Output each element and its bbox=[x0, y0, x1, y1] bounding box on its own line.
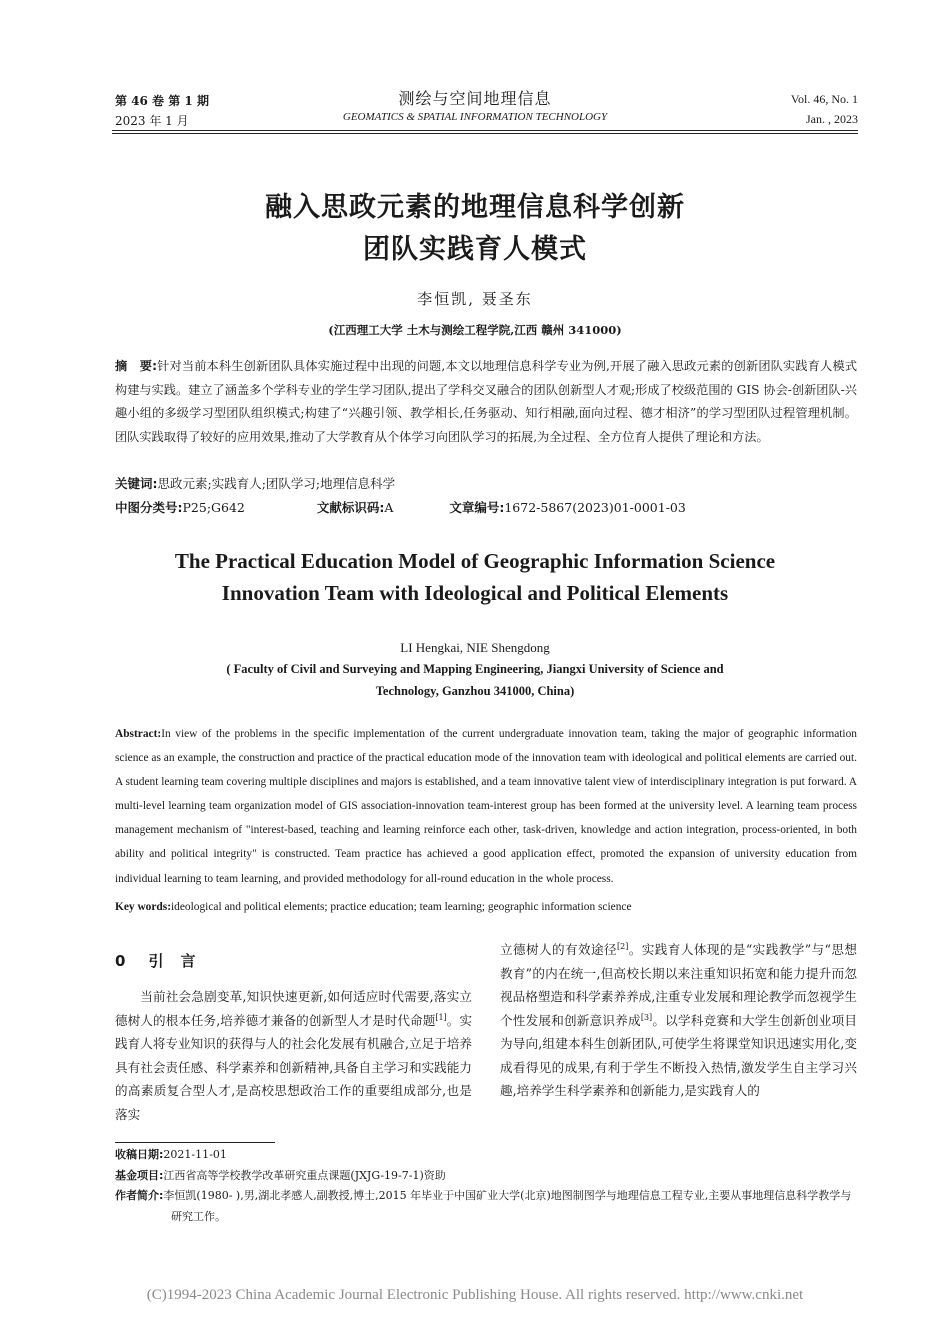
footnote-rule bbox=[115, 1142, 275, 1143]
authors-cn: 李恒凯, 聂圣东 bbox=[417, 290, 533, 308]
abstract-en bbox=[115, 722, 857, 891]
body-column-right bbox=[500, 938, 857, 1103]
classification-row bbox=[115, 498, 857, 516]
header-rule-thin bbox=[112, 133, 858, 134]
affiliation-en-line1: ( Faculty of Civil and Surveying and Mapping Engineering, Jiangxi University of Science and bbox=[226, 662, 724, 676]
section-number: 0 bbox=[115, 952, 127, 970]
affiliation-cn: (江西理工大学 土木与测绘工程学院,江西 赣州 341000) bbox=[328, 323, 622, 337]
affiliation-en-line2: Technology, Ganzhou 341000, China) bbox=[375, 684, 575, 698]
header-date-cn: 2023 年 1 月 bbox=[115, 114, 189, 128]
keywords-en-label: Key words: bbox=[115, 901, 171, 913]
footnote-author: 作者简介:李恒凯(1980- ),男,湖北孝感人,副教授,博士,2015 年毕业于中国矿业大学(北京)地图制图学与地理信息工程专业,主要从事地理信息科学教学与研究工作。 bbox=[115, 1189, 852, 1223]
journal-title-en: GEOMATICS & SPATIAL INFORMATION TECHNOLOGY bbox=[342, 111, 608, 123]
title-en-line2: Innovation Team with Ideological and Political Elements bbox=[221, 581, 729, 605]
header-rule bbox=[112, 130, 858, 131]
abstract-en-text: In view of the problems in the specific implementation of the current undergraduate innovation team, taking the major of geographic information science as an example, the construction and practice of the practical education mode of the innovation team with ideological and political elements are carried out. A student learning team covering multiple disciplines and majors is established, and a team innovative talent view of interdisciplinary integration is put forward. A multi-level learning team organization model of GIS association-innovation team-interest group has been formed at the university level. A learning team process management mechanism of "interest-based, teaching and learning reinforce each other, task-driven, knowledge and action integration, process-oriented, in both ability and political integrity" is constructed. Team practice has achieved a good application effect, promoted the expansion of university education from individual learning to team learning, and provided methodology for all-round education in the whole process. bbox=[115, 728, 857, 885]
body-column-left bbox=[115, 985, 472, 1126]
citation-ref[interactable]: [2] bbox=[617, 941, 629, 951]
keywords-en bbox=[115, 895, 857, 919]
footnote-fund: 基金项目:江西省高等学校教学改革研究重点课题(JXJG-19-7-1)资助 bbox=[115, 1168, 446, 1182]
keywords-cn-text: 思政元素;实践育人;团队学习;地理信息科学 bbox=[157, 476, 396, 491]
clc-value: P25;G642 bbox=[182, 500, 245, 515]
abstract-cn-text: 针对当前本科生创新团队具体实施过程中出现的问题,本文以地理信息科学专业为例,开展了融入思政元素的创新团队实践育人模式构建与实践。建立了涵盖多个学科专业的学生学习团队,提出了学科交叉融合的团队创新型人才观;形成了校级范围的 GIS 协会-创新团队-兴趣小组的多级学习型团队组织模式;构建了“兴趣引领、教学相长,任务驱动、知行相融,面向过程、德才相济”的学习型团队过程管理机制。团队实践取得了较好的应用效果,推动了大学教育从个体学习向团队学习的拓展,为全过程、全方位育人提供了理论和方法。 bbox=[115, 359, 858, 444]
doc-code-label: 文献标识码: bbox=[316, 500, 385, 515]
keywords-en-text: ideological and political elements; practice education; team learning; geographic information science bbox=[171, 901, 632, 913]
article-no-label: 文章编号: bbox=[449, 500, 505, 515]
doc-code-value: A bbox=[384, 500, 394, 515]
citation-ref[interactable]: [3] bbox=[640, 1012, 653, 1022]
title-cn-line2: 团队实践育人模式 bbox=[363, 234, 587, 265]
authors-en: LI Hengkai, NIE Shengdong bbox=[400, 640, 550, 655]
clc-label: 中图分类号: bbox=[115, 500, 183, 515]
article-no-value: 1672-5867(2023)01-0001-03 bbox=[504, 500, 686, 515]
affiliation-en bbox=[0, 658, 950, 702]
section-heading bbox=[115, 950, 218, 971]
footnote-received: 收稿日期:2021-11-01 bbox=[115, 1148, 227, 1161]
title-en bbox=[0, 545, 950, 609]
body-paragraph: 当前社会急剧变革,知识快速更新,如何适应时代需要,落实立德树人的根本任务,培养德才兼备的创新型人才是时代命题[1]。实践育人将专业知识的获得与人的社会化发展有机融合,立足于培养具有社会责任感、科学素养和创新精神,具备自主学习和实践能力的高素质复合型人才,是高校思想政治工作的重要组成部分,也是落实 bbox=[115, 989, 472, 1122]
header-volume-cn: 第 46 卷 第 1 期 bbox=[115, 94, 209, 108]
title-cn-line1: 融入思政元素的地理信息科学创新 bbox=[265, 192, 685, 223]
citation-ref[interactable]: [1] bbox=[435, 1012, 447, 1022]
abstract-cn-label: 摘 要: bbox=[115, 359, 157, 373]
footnotes bbox=[115, 1145, 857, 1227]
journal-title-cn: 测绘与空间地理信息 bbox=[398, 89, 552, 108]
body-paragraph: 立德树人的有效途径[2]。实践育人体现的是“实践教学”与“思想教育”的内在统一,但高校长期以来注重知识拓宽和能力提升而忽视品格塑造和科学素养养成,注重专业发展和理论教学而忽视学生个性发展和创新意识养成[3]。以学科竞赛和大学生创新创业项目为导向,组建本科生创新团队,可使学生将课堂知识迅速实用化,变成看得见的成果,有利于学生不断投入热情,激发学生自主学习兴趣,培养学生科学素养和创新能力,是实践育人的 bbox=[500, 941, 858, 1098]
abstract-cn bbox=[115, 355, 857, 449]
header-date-en: Jan. , 2023 bbox=[806, 112, 858, 126]
keywords-cn bbox=[115, 474, 395, 492]
title-en-line1: The Practical Education Model of Geographic Information Science bbox=[174, 549, 776, 573]
section-title: 引 言 bbox=[148, 952, 197, 970]
copyright-footer: (C)1994-2023 China Academic Journal Electronic Publishing House. All rights reserved. http://www.cnki.net bbox=[146, 1287, 804, 1303]
abstract-en-label: Abstract: bbox=[115, 728, 162, 740]
keywords-cn-label: 关键词: bbox=[115, 476, 158, 491]
header-volume-en: Vol. 46, No. 1 bbox=[790, 92, 858, 106]
